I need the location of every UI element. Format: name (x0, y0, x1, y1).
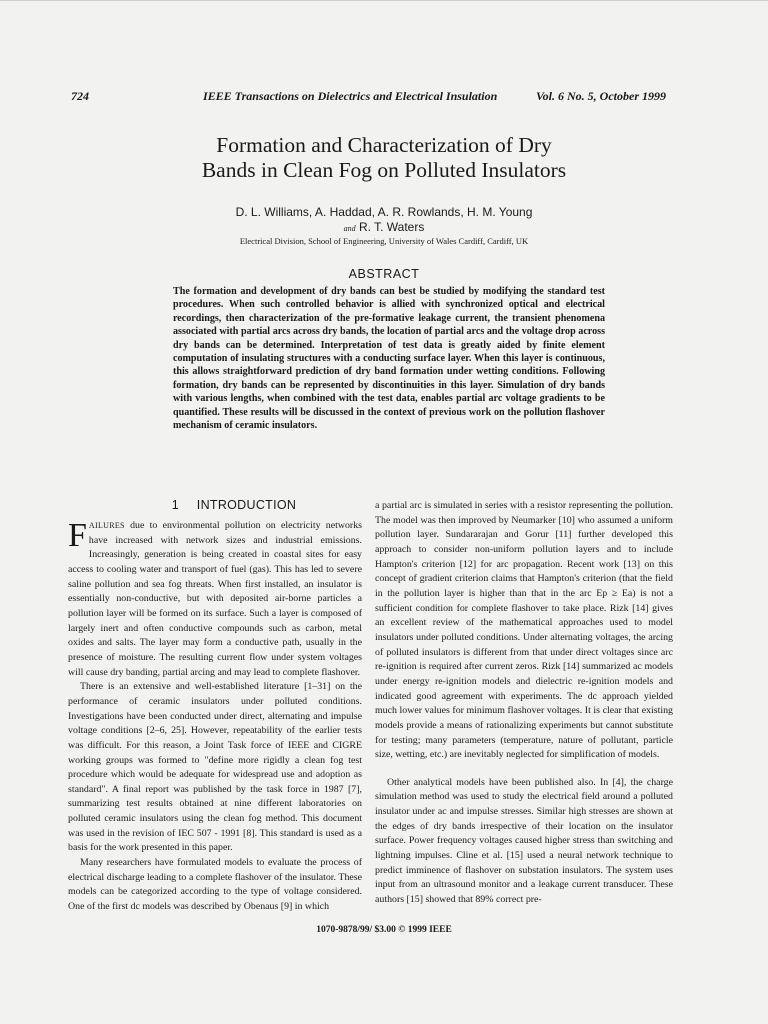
journal-name: IEEE Transactions on Dielectrics and Electrical Insulation (203, 89, 498, 103)
author-list (100, 205, 668, 236)
right-paragraph-1: a partial arc is simulated in series with a resistor representing the pollution. The model was then improved by Neumarker [10] who assumed a uniform pollution layer. Sundararajan and Gorur [11] further developed this approach to consider non-uniform pollution layers and to include Hampton's criterion [12] for arc propagation. Recent work [13] on this concept of gradient criterion claims that Hampton's criterion (that the field in the pollution layer is higher than that in the arc Ep ≥ Ea) is not a sufficient condition for complete flashover to take place. Rizk [14] gives an excellent review of the mathematical approaches used to model insulators under polluted conditions. Under alternating voltages, the arcing of polluted insulators is different from that under direct voltages since arc re-ignition is required after current zeros. Rizk [14] summarized ac models under energy re-ignition models and dielectric re-ignition models and indicated good agreement with experiments. The dc approach yielded much lower values for minimum flashover voltages. It is clear that existing models provide a means of rationalizing experiments but cannot substitute for testing; many parameters (temperature, nature of pollutant, particle size, wetting, etc.) are inevitably neglected for simplification of models. (375, 500, 673, 761)
paper-title (100, 133, 668, 183)
right-column (375, 499, 673, 908)
paragraph-gap (375, 763, 673, 776)
section-number: 1 (171, 498, 180, 512)
intro-paragraph-1 (68, 519, 362, 680)
drop-cap: F (68, 517, 87, 554)
top-border-line (0, 0, 768, 1)
title-line-2: Bands in Clean Fog on Polluted Insulators (201, 158, 567, 182)
smallcaps-word: AILURES (88, 521, 125, 530)
authors-and: and (343, 224, 356, 233)
intro-paragraph-3: Many researchers have formulated models to evaluate the process of electrical discharge leading to a complete flashover of the insulator. These models can be categorized according to the type of voltage considered. One of the first dc models was described by Obenaus [9] in which (68, 857, 362, 913)
title-line-1: Formation and Characterization of Dry (216, 133, 552, 157)
intro-paragraph-1-text: due to environmental pollution on electricity networks have increased with network sizes and industrial emissions. Increasingly, generation is being created in coastal sites for easy access to cooling water and transport of fuel (gas). This has led to severe saline pollution and sea fog threats. When first installed, an insulator is essentially non-conductive, but with deposited air-borne particles a pollution layer will be formed on its surface. Such a layer is composed of largely inert and often conductive compounds such as carbon, metal oxides and salts. The layer may form a conductive path, usually in the presence of moisture. The resulting current flow under system voltages will cause dry banding, partial arcing and may lead to complete flashover. (68, 520, 362, 678)
affiliation: Electrical Division, School of Engineering, University of Wales Cardiff, Cardiff, UK (239, 236, 529, 246)
right-paragraph-2: Other analytical models have been published also. In [4], the charge simulation method was used to study the electrical field around a polluted insulator under ac and impulse stresses. Similar high stresses are shown at the edges of dry bands irrespective of their location on the insulator surface. Power frequency voltages caused higher stress than switching and lightning impulses. Cline et al. [15] used a neural network technique to predict imminence of flashover on substation insulators. The system uses input from an ultrasound monitor and a leakage current transducer. These authors [15] showed that 89% correct pre- (375, 776, 673, 906)
authors-line-2: R. T. Waters (359, 220, 425, 234)
page-number: 724 (71, 89, 89, 103)
authors-line-1: D. L. Williams, A. Haddad, A. R. Rowlands, H. M. Young (235, 205, 533, 219)
section-heading (100, 498, 368, 512)
abstract-heading: ABSTRACT (348, 267, 420, 281)
volume-info: Vol. 6 No. 5, October 1999 (536, 89, 666, 103)
section-title: INTRODUCTION (196, 498, 297, 512)
intro-paragraph-2: There is an extensive and well-established literature [1–31] on the performance of ceramic insulators under polluted conditions. Investigations have been conducted under direct, alternating and impulse voltage conditions [2–6, 25]. However, repeatability of the earlier tests was difficult. For this reason, a Joint Task force of IEEE and CIGRE working groups was formed to "define more rigidly a clean fog test procedure which would be adequate for widespread use and adoption as standard". A final report was published by the task force in 1987 [7], summarizing test results obtained at nine different laboratories on polluted ceramic insulators using the clean fog method. This document was used in the revision of IEC 507 - 1991 [8]. This standard is used as a basis for the work presented in this paper. (68, 681, 362, 854)
copyright-footer: 1070-9878/99/ $3.00 © 1999 IEEE (316, 925, 452, 935)
left-column (68, 519, 362, 915)
abstract-text: The formation and development of dry bands can best be studied by modifying the standard test procedures. When such controlled behavior is allied with synchronized optical and electrical recordings, then characterization of the pre-formative leakage current, the transient phenomena associated with partial arcs across dry bands, the location of partial arcs and the voltage drop across dry bands can be determined. Interpretation of test data is greatly aided by finite element computation of insulating structures with a conducting surface layer. When this layer is continuous, this allows straightforward prediction of dry band formation under wetting conditions. Following formation, dry bands can be represented by discontinuities in this layer. Simulation of dry bands with various lengths, when combined with the test data, enables partial arc voltage gradients to be quantified. These results will be discussed in the context of previous work on the pollution flashover mechanism of ceramic insulators. (173, 286, 605, 432)
